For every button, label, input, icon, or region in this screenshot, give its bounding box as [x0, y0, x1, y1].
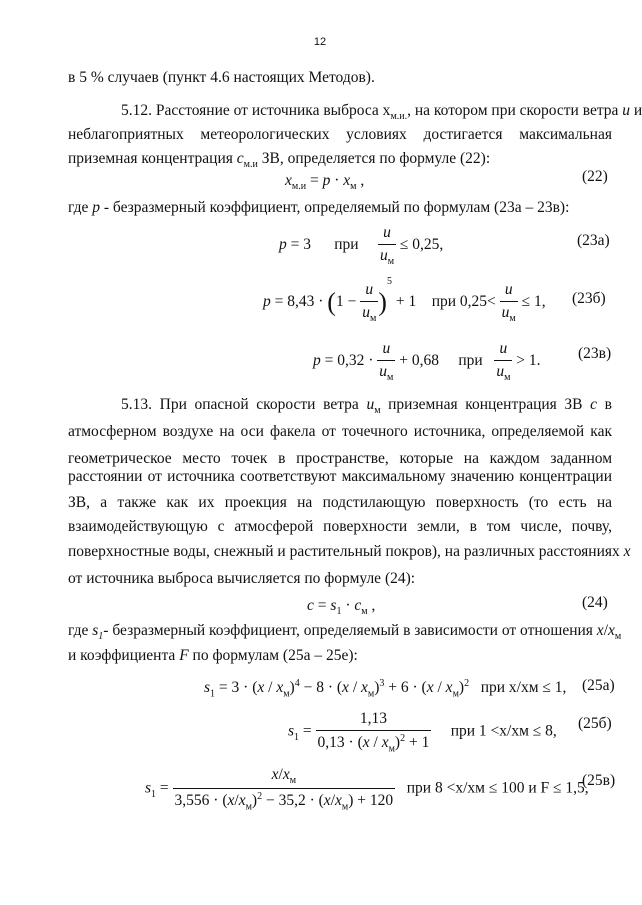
text-line-10: ЗВ, а также как их проекция на подстилающую поверхность (то есть на	[68, 494, 612, 511]
equation-number-23b: (23б)	[572, 290, 606, 307]
page-number: 12	[313, 36, 327, 48]
equation-number-25b: (25б)	[578, 715, 612, 732]
text-line-14: где $s_1-$ безразмерный коэффициент, определяемый в зависимости от отношения $x/x_м$	[68, 622, 622, 643]
formula-25a: $s_1 = 3 \cdot (x / x_м)^4 - 8 \cdot (x / x_м)^3 + 6 \cdot (x / x_м)^2$ при x/xм ≤ 1,	[204, 678, 567, 700]
text-line-12: поверхностные воды, снежный и растительный покров), на различных расстояниях x	[68, 543, 631, 560]
formula-23v: p = 0,32 · $\frac{u}{u_м}$ + 0,68 при $\frac{u}{u_м}$ > 1.	[313, 340, 541, 384]
text-line-8: геометрическое место точек в пространстве, которые на каждом заданном	[68, 450, 612, 467]
text-line-11: взаимодействующую с атмосферой поверхности земли, в том числе, почву,	[68, 518, 612, 535]
formula-25v: $s_1$ = $\frac{x/x_м}{3,556 \cdot (x/x_м)^2 - 35,2 \cdot (x/x_м) + 120}$ при 8 <x/xм ≤ 100 и F ≤ 1,5,	[145, 766, 589, 813]
formula-25b: $s_1$ = $\frac{1,13}{0,13 \cdot (x / x_м)^2 + 1}$ при 1 <x/xм ≤ 8,	[288, 710, 557, 755]
text-line-13: от источника выброса вычисляется по формуле (24):	[68, 570, 416, 587]
equation-number-23v: (23в)	[578, 345, 612, 362]
section-5-13-heading: 5.13. При опасной скорости ветра $u_м$ приземная концентрация ЗВ c в	[121, 396, 612, 417]
text-line-3: неблагоприятных метеорологических условиях достигается максимальная	[68, 126, 612, 143]
equation-number-25v: (25в)	[582, 772, 616, 789]
formula-23a: p = 3 при $\frac{u}{u_м}$ ≤ 0,25,	[279, 224, 444, 268]
formula-24: $c = s_1 \cdot c_м$ ,	[307, 597, 376, 618]
section-5-12-heading: 5.12. Расстояние от источника выброса $x_{м.и.}$, на котором при скорости ветра u и	[121, 102, 642, 123]
text-line-5: где p - безразмерный коэффициент, определяемый по формулам (23а – 23в):	[68, 199, 570, 216]
formula-22: $x_{м.и} = p \cdot x_м$ ,	[285, 172, 365, 193]
equation-number-22: (22)	[582, 168, 608, 185]
equation-number-23a: (23а)	[577, 232, 610, 249]
text-line-7: атмосферном воздухе на оси факела от точечного источника, определяемой как	[68, 423, 612, 440]
text-line-9: расстоянии от источника соответствуют максимальному значению концентрации	[68, 468, 612, 485]
formula-23b: p = 8,43 · (1 − $\frac{u}{u_м}$ )$^5$ + 1 при 0,25< $\frac{u}{u_м}$ ≤ 1,	[263, 276, 546, 324]
equation-number-25a: (25а)	[582, 677, 615, 694]
text-line-4: приземная концентрация $c_{м.и}$ ЗВ, определяется по формуле (22):	[68, 150, 491, 171]
text-line-1: в 5 % случаев (пункт 4.6 настоящих Методов).	[68, 69, 375, 86]
text-line-15: и коэффициента F по формулам (25а – 25е):	[68, 647, 358, 664]
equation-number-24: (24)	[582, 594, 608, 611]
